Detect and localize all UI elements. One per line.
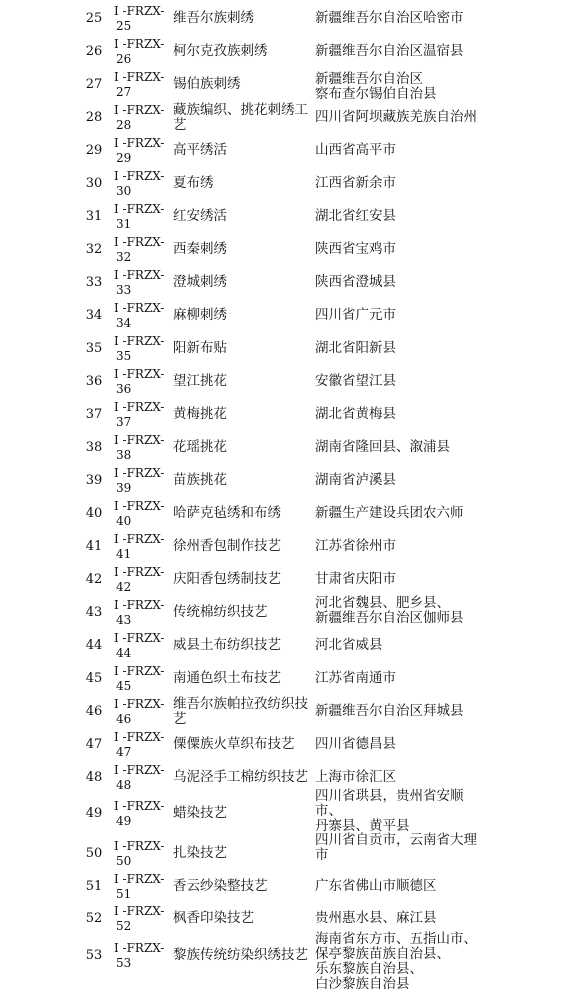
project-code: Ⅰ -FRZX- <box>114 433 165 447</box>
project-name: 哈萨克毡绣和布绣 <box>173 505 281 521</box>
project-code-suffix: 50 <box>116 854 132 868</box>
declaring-region: 湖南省泸溪县 <box>315 472 396 488</box>
table-row <box>0 931 571 992</box>
project-code-suffix: 43 <box>116 613 132 627</box>
project-code: Ⅰ -FRZX- <box>114 70 165 84</box>
project-code: Ⅰ -FRZX- <box>114 799 165 813</box>
project-code: Ⅰ -FRZX- <box>114 169 165 183</box>
declaring-region: 江苏省南通市 <box>315 670 396 686</box>
project-name: 传统棉纺织技艺 <box>173 604 268 620</box>
project-code: Ⅰ -FRZX- <box>114 367 165 381</box>
project-code: Ⅰ -FRZX- <box>114 268 165 282</box>
project-code-suffix: 32 <box>116 250 132 264</box>
project-name: 枫香印染技艺 <box>173 910 254 926</box>
project-code: Ⅰ -FRZX- <box>114 904 165 918</box>
project-code-suffix: 38 <box>116 448 132 462</box>
project-name: 南通色织土布技艺 <box>173 670 281 686</box>
declaring-region: 四川省自贡市，云南省大理 市 <box>315 832 477 863</box>
declaring-region: 海南省东方市、五指山市、 保亭黎族苗族自治县、 乐东黎族自治县、 白沙黎族自治县 <box>315 931 477 992</box>
row-number: 26 <box>85 44 103 59</box>
project-code-suffix: 36 <box>116 382 132 396</box>
project-code: Ⅰ -FRZX- <box>114 697 165 711</box>
project-code: Ⅰ -FRZX- <box>114 400 165 414</box>
project-code: Ⅰ -FRZX- <box>114 499 165 513</box>
row-number: 44 <box>85 638 103 653</box>
project-name: 锡伯族刺绣 <box>173 76 241 92</box>
declaring-region: 江西省新余市 <box>315 175 396 191</box>
row-number: 45 <box>85 671 103 686</box>
project-code-suffix: 34 <box>116 316 132 330</box>
row-number: 53 <box>85 948 103 963</box>
row-number: 29 <box>85 143 103 158</box>
table-row <box>0 833 571 866</box>
table-row <box>0 64 571 102</box>
project-code: Ⅰ -FRZX- <box>114 730 165 744</box>
row-number: 27 <box>85 77 103 92</box>
table-row <box>0 493 571 526</box>
declaring-region: 江苏省徐州市 <box>315 538 396 554</box>
row-number: 39 <box>85 473 103 488</box>
row-number: 32 <box>85 242 103 257</box>
declaring-region: 上海市徐汇区 <box>315 769 396 785</box>
row-number: 25 <box>85 11 103 26</box>
table-row <box>0 592 571 625</box>
declaring-region: 新疆生产建设兵团农六师 <box>315 505 464 521</box>
row-number: 50 <box>85 846 103 861</box>
project-code: Ⅰ -FRZX- <box>114 941 165 955</box>
table-row <box>0 898 571 931</box>
row-number: 37 <box>85 407 103 422</box>
project-code: Ⅰ -FRZX- <box>114 839 165 853</box>
project-name: 香云纱染整技艺 <box>173 878 268 894</box>
table-row <box>0 427 571 460</box>
declaring-region: 四川省广元市 <box>315 307 396 323</box>
project-code-suffix: 28 <box>116 118 132 132</box>
row-number: 35 <box>85 341 103 356</box>
project-code-suffix: 47 <box>116 745 132 759</box>
row-number: 36 <box>85 374 103 389</box>
project-name: 夏布绣 <box>173 175 214 191</box>
project-name: 花瑶挑花 <box>173 439 227 455</box>
table-row <box>0 130 571 163</box>
project-name: 柯尔克孜族刺绣 <box>173 43 268 59</box>
declaring-region: 贵州惠水县、麻江县 <box>315 910 437 926</box>
declaring-region: 湖南省隆回县、溆浦县 <box>315 439 450 455</box>
declaring-region: 新疆维吾尔自治区拜城县 <box>315 703 464 719</box>
row-number: 38 <box>85 440 103 455</box>
project-code: Ⅰ -FRZX- <box>114 664 165 678</box>
project-code: Ⅰ -FRZX- <box>114 598 165 612</box>
project-code-suffix: 39 <box>116 481 132 495</box>
project-code-suffix: 41 <box>116 547 132 561</box>
project-code-suffix: 40 <box>116 514 132 528</box>
project-code-suffix: 45 <box>116 679 132 693</box>
declaring-region: 新疆维吾尔自治区哈密市 <box>315 10 464 26</box>
project-code: Ⅰ -FRZX- <box>114 763 165 777</box>
project-name: 麻柳刺绣 <box>173 307 227 323</box>
table-row <box>0 691 571 727</box>
project-name: 望江挑花 <box>173 373 227 389</box>
project-code-suffix: 53 <box>116 956 132 970</box>
row-number: 31 <box>85 209 103 224</box>
declaring-region: 湖北省黄梅县 <box>315 406 396 422</box>
project-code: Ⅰ -FRZX- <box>114 103 165 117</box>
declaring-region: 四川省珙县，贵州省安顺 市、 丹寨县、黄平县 <box>315 788 464 834</box>
project-name: 阳新布贴 <box>173 340 227 356</box>
declaring-region: 河北省威县 <box>315 637 383 653</box>
project-code-suffix: 35 <box>116 349 132 363</box>
table-row <box>0 724 571 757</box>
table-row <box>0 526 571 559</box>
table-row <box>0 262 571 295</box>
row-number: 42 <box>85 572 103 587</box>
row-number: 34 <box>85 308 103 323</box>
table-row <box>0 460 571 493</box>
project-code-suffix: 25 <box>116 19 132 33</box>
row-number: 48 <box>85 770 103 785</box>
project-code: Ⅰ -FRZX- <box>114 565 165 579</box>
table-row <box>0 866 571 899</box>
declaring-region: 安徽省望江县 <box>315 373 396 389</box>
project-code: Ⅰ -FRZX- <box>114 202 165 216</box>
project-code-suffix: 30 <box>116 184 132 198</box>
table-row <box>0 229 571 262</box>
project-code: Ⅰ -FRZX- <box>114 334 165 348</box>
table-row <box>0 163 571 196</box>
project-name: 黎族传统纺染织绣技艺 <box>173 947 308 963</box>
project-name: 高平绣活 <box>173 142 227 158</box>
project-code: Ⅰ -FRZX- <box>114 37 165 51</box>
table-row <box>0 757 571 790</box>
row-number: 47 <box>85 737 103 752</box>
project-code-suffix: 33 <box>116 283 132 297</box>
project-code: Ⅰ -FRZX- <box>114 301 165 315</box>
project-code: Ⅰ -FRZX- <box>114 466 165 480</box>
project-name: 傈僳族火草织布技艺 <box>173 736 295 752</box>
project-code: Ⅰ -FRZX- <box>114 136 165 150</box>
project-code: Ⅰ -FRZX- <box>114 532 165 546</box>
row-number: 41 <box>85 539 103 554</box>
project-code-suffix: 42 <box>116 580 132 594</box>
declaring-region: 四川省德昌县 <box>315 736 396 752</box>
row-number: 30 <box>85 176 103 191</box>
row-number: 52 <box>85 911 103 926</box>
row-number: 40 <box>85 506 103 521</box>
project-code-suffix: 49 <box>116 814 132 828</box>
table-row <box>0 394 571 427</box>
row-number: 46 <box>85 704 103 719</box>
declaring-region: 甘肃省庆阳市 <box>315 571 396 587</box>
project-code-suffix: 37 <box>116 415 132 429</box>
project-name: 苗族挑花 <box>173 472 227 488</box>
project-code-suffix: 46 <box>116 712 132 726</box>
table-row <box>0 361 571 394</box>
project-name: 威县土布纺织技艺 <box>173 637 281 653</box>
project-name: 西秦刺绣 <box>173 241 227 257</box>
table-row <box>0 625 571 658</box>
row-number: 51 <box>85 879 103 894</box>
project-code-suffix: 31 <box>116 217 132 231</box>
table-row <box>0 658 571 691</box>
project-name: 乌泥泾手工棉纺织技艺 <box>173 769 308 785</box>
table-row <box>0 788 571 834</box>
declaring-region: 山西省高平市 <box>315 142 396 158</box>
project-name: 红安绣活 <box>173 208 227 224</box>
project-name: 藏族编织、挑花刺绣工 艺 <box>173 102 308 133</box>
row-number: 33 <box>85 275 103 290</box>
declaring-region: 新疆维吾尔自治区温宿县 <box>315 43 464 59</box>
project-name: 黄梅挑花 <box>173 406 227 422</box>
declaring-region: 湖北省阳新县 <box>315 340 396 356</box>
table-row <box>0 328 571 361</box>
table-row <box>0 0 571 31</box>
project-name: 徐州香包制作技艺 <box>173 538 281 554</box>
project-code: Ⅰ -FRZX- <box>114 235 165 249</box>
project-code-suffix: 51 <box>116 887 132 901</box>
project-code: Ⅰ -FRZX- <box>114 872 165 886</box>
project-code-suffix: 48 <box>116 778 132 792</box>
project-code-suffix: 27 <box>116 85 132 99</box>
project-code-suffix: 29 <box>116 151 132 165</box>
project-code-suffix: 52 <box>116 919 132 933</box>
project-code-suffix: 44 <box>116 646 132 660</box>
declaring-region: 陕西省宝鸡市 <box>315 241 396 257</box>
table-row <box>0 31 571 64</box>
table-row <box>0 196 571 229</box>
project-code: Ⅰ -FRZX- <box>114 631 165 645</box>
row-number: 49 <box>85 806 103 821</box>
project-code-suffix: 26 <box>116 52 132 66</box>
table-row <box>0 97 571 133</box>
declaring-region: 四川省阿坝藏族羌族自治州 <box>315 109 477 125</box>
declaring-region: 广东省佛山市顺德区 <box>315 878 437 894</box>
project-name: 维吾尔族刺绣 <box>173 10 254 26</box>
declaring-region: 新疆维吾尔自治区 察布查尔锡伯自治县 <box>315 71 437 102</box>
project-name: 维吾尔族帕拉孜纺织技 艺 <box>173 696 308 727</box>
project-name: 扎染技艺 <box>173 845 227 861</box>
row-number: 28 <box>85 110 103 125</box>
project-name: 庆阳香包绣制技艺 <box>173 571 281 587</box>
project-name: 蜡染技艺 <box>173 805 227 821</box>
project-code: Ⅰ -FRZX- <box>114 4 165 18</box>
table-row <box>0 559 571 592</box>
table-row <box>0 295 571 328</box>
row-number: 43 <box>85 605 103 620</box>
project-name: 澄城刺绣 <box>173 274 227 290</box>
declaring-region: 陕西省澄城县 <box>315 274 396 290</box>
declaring-region: 湖北省红安县 <box>315 208 396 224</box>
declaring-region: 河北省魏县、肥乡县、 新疆维吾尔自治区伽师县 <box>315 595 464 626</box>
